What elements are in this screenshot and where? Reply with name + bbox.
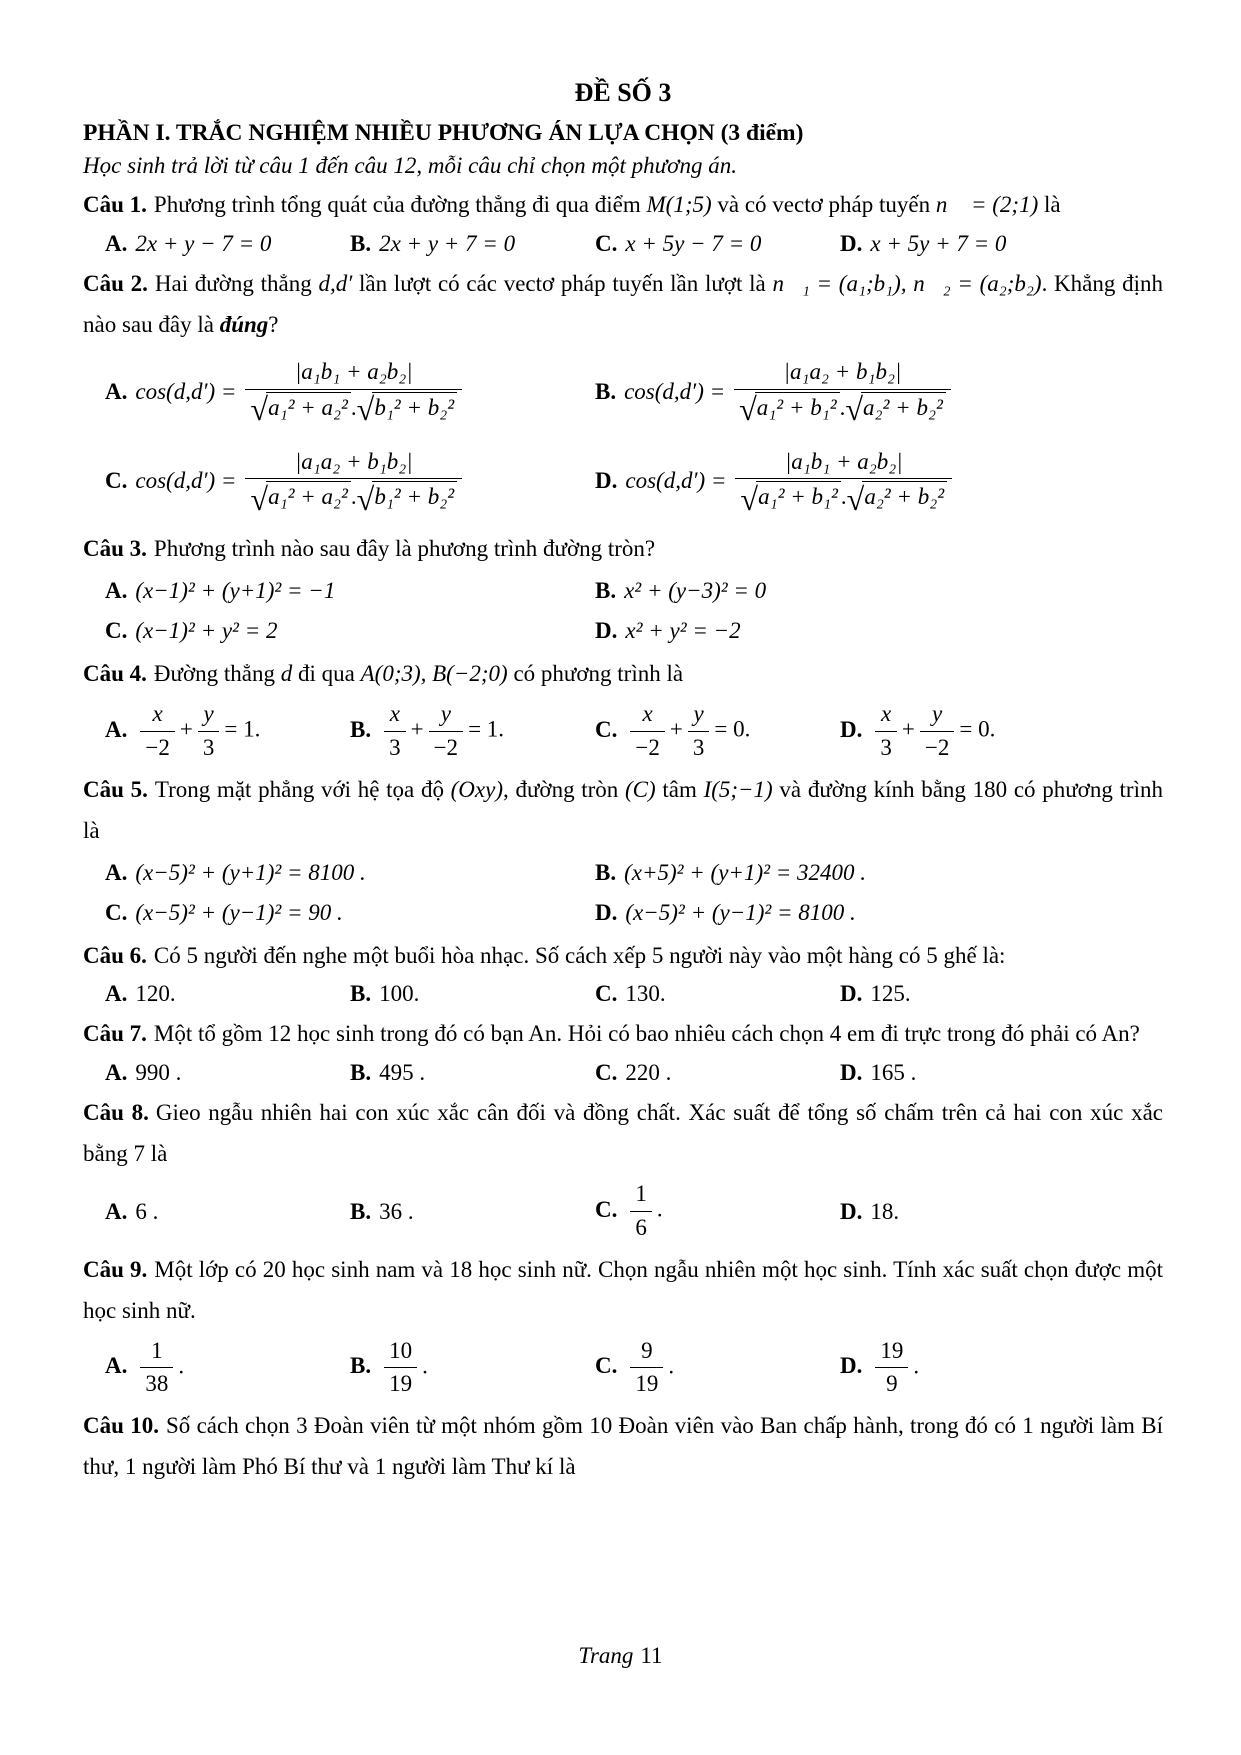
fraction-numerator: |a₁b₁ + a₂b₂|	[735, 448, 952, 480]
option-value: 2x + y + 7 = 0	[379, 230, 516, 256]
question-label: Câu 5.	[83, 776, 148, 802]
option-label: D.	[595, 899, 618, 925]
text-segment: tâm	[655, 776, 704, 802]
options-row	[83, 358, 1163, 518]
fraction	[245, 358, 462, 426]
option-label: A.	[105, 378, 128, 404]
text-segment: đi qua	[292, 661, 361, 687]
text-segment: Trong mặt phẳng với hệ tọa độ	[154, 776, 451, 802]
text-segment: lần lượt có các vectơ pháp tuyến lần lượt là	[352, 270, 773, 296]
option-value: 495 .	[379, 1060, 426, 1086]
fraction-denominator: −2	[635, 734, 660, 760]
question-3	[83, 529, 1163, 644]
option-label: B.	[350, 716, 372, 742]
option-suffix: .	[668, 1353, 675, 1379]
fraction-numerator: y	[920, 700, 954, 732]
radicand: a₂² + b₂²	[861, 392, 946, 423]
question-label: Câu 8.	[83, 1100, 149, 1126]
option-value: 990 .	[135, 1060, 182, 1086]
options-row	[83, 578, 1163, 644]
option-value: (x−1)² + y² = 2	[135, 618, 278, 644]
fraction-denominator: 9	[886, 1371, 898, 1397]
radical-icon: √	[356, 481, 375, 518]
option-value: 6 .	[135, 1198, 159, 1224]
option-a	[105, 578, 595, 604]
fraction	[630, 700, 664, 763]
option-b	[595, 860, 1163, 886]
option-label: C.	[105, 468, 128, 494]
fraction	[734, 358, 951, 426]
option-value: (x−5)² + (y−1)² = 8100 .	[625, 899, 856, 925]
radical-icon: √	[356, 391, 375, 428]
option-label: C.	[595, 230, 618, 256]
fraction-numerator: x	[630, 700, 664, 732]
option-label: D.	[595, 468, 618, 494]
plus-sign: +	[410, 716, 424, 742]
option-label: D.	[840, 1198, 863, 1224]
fraction-denominator: 3	[880, 734, 892, 760]
option-d	[840, 231, 1163, 257]
options-row	[83, 860, 1163, 926]
option-value: (x−5)² + (y+1)² = 8100 .	[135, 859, 366, 885]
option-label: A.	[105, 1353, 128, 1379]
option-c	[105, 618, 595, 644]
text-segment: Có 5 người đến nghe một buổi hòa nhạc. Số cách xếp 5 người này vào một hàng có 5 ghế là:	[153, 942, 1006, 968]
option-b	[595, 358, 1163, 426]
option-label: D.	[840, 716, 863, 742]
option-label: B.	[350, 1353, 372, 1379]
formula-lhs: cos(d,d′) =	[135, 468, 237, 494]
page-title: ĐỀ SỐ 3	[574, 78, 672, 107]
option-label: D.	[840, 1060, 863, 1086]
formula-lhs: cos(d,d′) =	[624, 378, 726, 404]
emphasis-text: đúng	[219, 311, 269, 337]
fraction	[384, 1337, 417, 1400]
instructions: Học sinh trả lời từ câu 1 đến câu 12, mỗi câu chỉ chọn một phương án.	[83, 153, 737, 178]
question-text	[83, 264, 1163, 346]
fraction	[875, 1337, 908, 1400]
option-label: B.	[595, 578, 617, 604]
text-segment: và đường kính bằng 180 có phương trình là	[83, 776, 1163, 843]
dot-separator: .	[840, 484, 847, 510]
radical-icon: √	[250, 481, 269, 518]
option-label: D.	[840, 1353, 863, 1379]
option-label: C.	[595, 1060, 618, 1086]
radicand: a₁² + a₂²	[266, 481, 351, 512]
square-root	[250, 392, 350, 426]
fraction-numerator: 1	[630, 1180, 652, 1212]
text-segment: có phương trình là	[507, 661, 684, 687]
option-label: B.	[595, 378, 617, 404]
option-label: C.	[105, 618, 128, 644]
fraction-numerator: y	[429, 700, 463, 732]
option-label: C.	[595, 1353, 618, 1379]
square-root	[250, 481, 350, 518]
equation-rhs: = 1.	[468, 716, 505, 742]
question-text	[83, 529, 1163, 570]
option-b	[350, 981, 595, 1007]
option-label: D.	[595, 618, 618, 644]
math-segment: A(0;3), B(−2;0)	[360, 661, 508, 687]
math-segment: n⃗₁ = (a₁;b₁), n⃗₂ = (a₂;b₂)	[772, 270, 1042, 296]
option-d	[840, 981, 1163, 1007]
fraction-denominator	[735, 479, 952, 518]
fraction	[429, 700, 463, 763]
option-value: 220 .	[625, 1060, 672, 1086]
question-7	[83, 1014, 1163, 1086]
option-suffix: .	[656, 1196, 663, 1222]
option-b	[350, 231, 595, 257]
question-text	[83, 936, 1163, 977]
option-label: A.	[105, 230, 128, 256]
fraction-denominator: 19	[389, 1371, 413, 1397]
text-segment: Phương trình nào sau đây là phương trình đường tròn?	[153, 536, 656, 562]
option-label: C.	[105, 899, 128, 925]
math-segment: d,d′	[318, 270, 353, 296]
option-value: (x−5)² + (y−1)² = 90 .	[135, 899, 343, 925]
option-d	[840, 1199, 1163, 1225]
math-segment: I(5;−1)	[703, 776, 773, 802]
fraction	[875, 700, 897, 763]
equation-rhs: = 0.	[714, 716, 751, 742]
fraction-denominator: 6	[635, 1215, 647, 1241]
fraction	[384, 700, 406, 763]
square-root	[739, 392, 839, 426]
fraction-denominator: 3	[389, 734, 401, 760]
option-d	[840, 1337, 1163, 1400]
fraction-denominator: 19	[635, 1371, 659, 1397]
fraction	[245, 448, 462, 516]
radicand: b₁² + b₂²	[372, 392, 457, 423]
square-root	[845, 392, 945, 426]
option-label: B.	[350, 230, 372, 256]
option-suffix: .	[913, 1353, 920, 1379]
formula-lhs: cos(d,d′) =	[135, 378, 237, 404]
question-1	[83, 185, 1163, 257]
option-b	[350, 1199, 595, 1225]
option-c	[595, 700, 840, 763]
options-row	[83, 231, 1163, 257]
option-b	[350, 700, 595, 763]
option-label: D.	[840, 230, 863, 256]
fraction-denominator: 38	[145, 1371, 169, 1397]
square-root	[846, 481, 947, 518]
fraction-denominator	[245, 390, 462, 426]
option-c	[595, 1337, 840, 1400]
radical-icon: √	[740, 481, 759, 518]
option-d	[840, 700, 1163, 763]
fraction-denominator	[245, 479, 462, 518]
option-label: B.	[350, 1060, 372, 1086]
question-label: Câu 1.	[83, 192, 147, 217]
dot-separator: .	[350, 394, 357, 420]
footer-label: Trang	[578, 1643, 634, 1668]
fraction-numerator: x	[875, 700, 897, 732]
options-row	[83, 1180, 1163, 1243]
option-c	[595, 231, 840, 257]
fraction-numerator: 9	[630, 1337, 663, 1369]
option-d	[595, 900, 1163, 926]
fraction-denominator	[734, 390, 951, 426]
option-value: (x−1)² + (y+1)² = −1	[135, 578, 336, 604]
fraction	[735, 448, 952, 516]
question-10	[83, 1406, 1163, 1488]
option-a	[105, 1060, 350, 1086]
fraction-numerator: 10	[384, 1337, 417, 1369]
section-heading: PHẦN I. TRẮC NGHIỆM NHIỀU PHƯƠNG ÁN LỰA CHỌN (3 điểm)	[83, 120, 804, 146]
fraction-denominator: 3	[202, 734, 215, 760]
question-9	[83, 1250, 1163, 1399]
fraction-numerator: x	[140, 700, 174, 732]
option-suffix: .	[422, 1353, 428, 1379]
fraction-numerator: x	[384, 700, 406, 732]
question-2	[83, 264, 1163, 518]
radicand: b₁² + b₂²	[372, 481, 457, 512]
text-segment: Số cách chọn 3 Đoàn viên từ một nhóm gồm 10 Đoàn viên vào Ban chấp hành, trong đó có 1 người làm Bí thư, 1 người làm Phó Bí thư và 1 người làm Thư kí là	[83, 1413, 1163, 1480]
option-value: x + 5y − 7 = 0	[625, 230, 762, 256]
fraction-numerator: 1	[140, 1337, 173, 1369]
options-row	[83, 981, 1163, 1007]
math-segment: M(1;5)	[646, 192, 712, 217]
option-a	[105, 1337, 350, 1400]
square-root	[357, 392, 457, 426]
fraction	[140, 1337, 173, 1400]
option-label: A.	[105, 1060, 128, 1086]
option-a	[105, 1199, 350, 1225]
question-label: Câu 2.	[83, 270, 148, 296]
options-row	[83, 700, 1163, 763]
option-b	[350, 1337, 595, 1400]
option-label: B.	[350, 981, 372, 1007]
question-6	[83, 936, 1163, 1008]
text-segment: ?	[268, 311, 279, 337]
plus-sign: +	[179, 716, 193, 742]
page-number: 11	[640, 1643, 663, 1668]
radical-icon: √	[739, 391, 757, 428]
fraction-numerator: |a₁b₁ + a₂b₂|	[245, 358, 462, 390]
option-suffix: .	[178, 1353, 185, 1379]
fraction-denominator: −2	[433, 734, 459, 760]
fraction-numerator: |a₁a₂ + b₁b₂|	[245, 448, 462, 480]
text-segment: Một lớp có 20 học sinh nam và 18 học sinh nữ. Chọn ngẫu nhiên một học sinh. Tính xác suất chọn được một học sinh nữ.	[83, 1256, 1163, 1323]
option-value: (x+5)² + (y+1)² = 32400 .	[624, 859, 867, 885]
option-label: C.	[595, 981, 618, 1007]
question-5	[83, 770, 1163, 926]
option-value: x + 5y + 7 = 0	[870, 230, 1007, 256]
math-segment: n⃗ = (2;1)	[935, 192, 1039, 217]
option-value: 36 .	[379, 1198, 414, 1224]
equation-rhs: = 1.	[224, 716, 261, 742]
question-label: Câu 3.	[83, 536, 147, 562]
radical-icon: √	[250, 391, 269, 428]
option-d	[595, 618, 1163, 644]
text-segment: . Khẳng định nào sau đây là	[83, 270, 1163, 337]
math-segment: (Oxy)	[450, 776, 503, 802]
option-value: 18.	[870, 1198, 900, 1224]
page-footer	[0, 1643, 1241, 1669]
square-root	[740, 481, 840, 518]
option-value: x² + y² = −2	[625, 618, 741, 644]
question-text	[83, 185, 1163, 226]
question-text	[83, 1250, 1163, 1332]
question-label: Câu 4.	[83, 661, 147, 687]
option-label: B.	[595, 859, 617, 885]
option-a	[105, 700, 350, 763]
question-text	[83, 1406, 1163, 1488]
question-text	[83, 654, 1163, 695]
dot-separator: .	[350, 484, 357, 510]
fraction-denominator: −2	[924, 734, 950, 760]
formula-lhs: cos(d,d′) =	[625, 468, 727, 494]
option-d	[595, 448, 1163, 516]
option-label: C.	[595, 716, 618, 742]
question-8	[83, 1093, 1163, 1242]
math-segment: (C)	[625, 776, 656, 802]
question-4	[83, 654, 1163, 762]
equation-rhs: = 0.	[959, 716, 996, 742]
option-label: D.	[840, 981, 863, 1007]
option-b	[350, 1060, 595, 1086]
option-label: A.	[105, 716, 128, 742]
option-d	[840, 1060, 1163, 1086]
option-label: A.	[105, 859, 128, 885]
option-c	[595, 1180, 840, 1243]
option-value: 100.	[379, 981, 420, 1007]
option-a	[105, 358, 595, 426]
plus-sign: +	[901, 716, 915, 742]
radicand: a₁² + b₁²	[755, 392, 840, 423]
option-label: A.	[105, 578, 128, 604]
fraction	[688, 700, 710, 763]
radical-icon: √	[846, 481, 865, 518]
question-label: Câu 9.	[83, 1256, 148, 1282]
fraction-denominator: −2	[145, 734, 170, 760]
radicand: a₂² + b₂²	[862, 481, 947, 512]
question-text	[83, 770, 1163, 852]
fraction-numerator: y	[198, 700, 220, 732]
text-segment: Gieo ngẫu nhiên hai con xúc xắc cân đối và đồng chất. Xác suất để tổng số chấm trên cả hai con xúc xắc bằng 7 là	[83, 1100, 1163, 1167]
option-c	[595, 981, 840, 1007]
radical-icon: √	[845, 391, 864, 428]
fraction	[140, 700, 174, 763]
text-segment: Phương trình tổng quát của đường thẳng đi qua điểm	[153, 192, 647, 217]
option-label: A.	[105, 1198, 128, 1224]
option-value: 120.	[135, 981, 176, 1007]
fraction	[198, 700, 220, 763]
math-segment: d	[280, 661, 293, 687]
option-value: 125.	[870, 981, 911, 1007]
option-a	[105, 860, 595, 886]
option-c	[105, 900, 595, 926]
text-segment: và có vectơ pháp tuyến	[711, 192, 936, 217]
option-c	[595, 1060, 840, 1086]
option-a	[105, 981, 350, 1007]
question-text	[83, 1014, 1163, 1055]
fraction-denominator: 3	[692, 734, 705, 760]
option-label: B.	[350, 1198, 372, 1224]
option-label: A.	[105, 981, 128, 1007]
text-segment: Hai đường thẳng	[154, 270, 319, 296]
fraction-numerator: 19	[875, 1337, 908, 1369]
text-segment: Một tổ gồm 12 học sinh trong đó có bạn An. Hỏi có bao nhiêu cách chọn 4 em đi trực trong đó phải có An?	[153, 1021, 1140, 1047]
option-value: 130.	[625, 981, 666, 1007]
plus-sign: +	[669, 716, 683, 742]
question-label: Câu 10.	[83, 1413, 159, 1439]
question-text	[83, 1093, 1163, 1175]
fraction	[630, 1180, 652, 1243]
square-root	[356, 481, 457, 518]
options-row	[83, 1060, 1163, 1086]
text-segment: Đường thẳng	[153, 661, 281, 687]
question-label: Câu 7.	[83, 1021, 147, 1047]
option-label: C.	[595, 1196, 618, 1222]
option-value: 165 .	[870, 1060, 917, 1086]
option-c	[105, 448, 595, 516]
fraction	[630, 1337, 663, 1400]
option-value: x² + (y−3)² = 0	[624, 578, 767, 604]
option-b	[595, 578, 1163, 604]
fraction-numerator: |a₁a₂ + b₁b₂|	[734, 358, 951, 390]
fraction	[920, 700, 954, 763]
radicand: a₁² + a₂²	[266, 392, 351, 423]
option-value: 2x + y − 7 = 0	[135, 230, 272, 256]
question-label: Câu 6.	[83, 942, 147, 968]
fraction-numerator: y	[688, 700, 710, 732]
text-segment: , đường tròn	[503, 776, 626, 802]
options-row	[83, 1337, 1163, 1400]
text-segment: là	[1038, 192, 1061, 217]
option-a	[105, 231, 350, 257]
dot-separator: .	[839, 394, 846, 420]
radicand: a₁² + b₁²	[756, 481, 841, 512]
